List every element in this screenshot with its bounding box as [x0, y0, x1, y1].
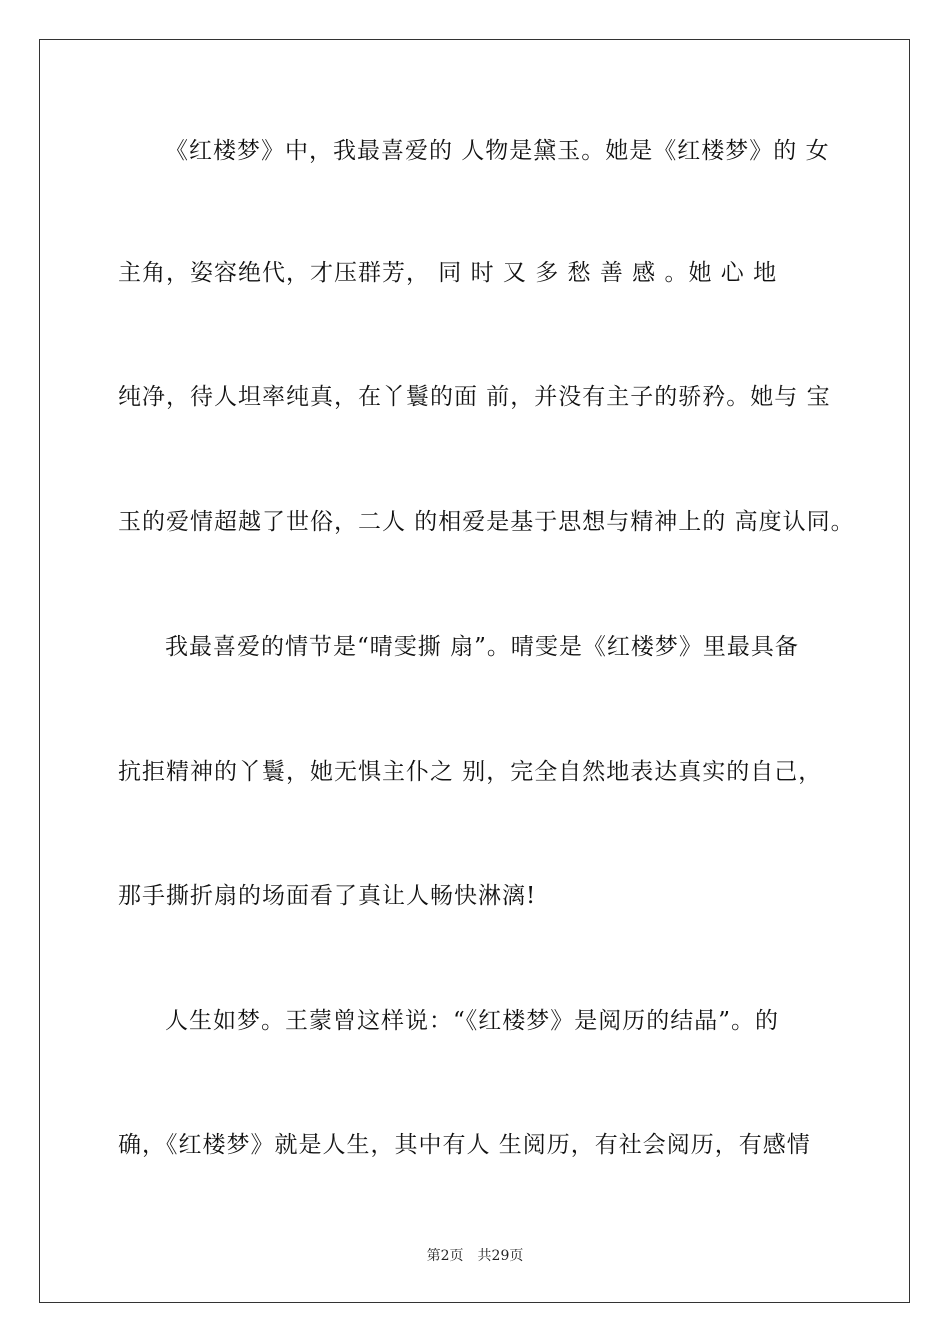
page-footer [0, 1246, 950, 1266]
paragraph-3-line-2: 确，《红楼梦》就是人生，其中有人 生阅历，有社会阅历，有感情 [118, 1132, 811, 1158]
total-pages: 共29页 [477, 1248, 524, 1264]
paragraph-1-line-4: 玉的爱情超越了世俗，二人 的相爱是基于思想与精神上的 高度认同。 [118, 509, 855, 535]
paragraph-1-line-1: 《红楼梦》中，我最喜爱的 人物是黛玉。她是《红楼梦》的 女 [165, 138, 830, 164]
paragraph-1-line-2: 主角，姿容绝代，才压群芳， 同 时 又 多 愁 善 感 。她 心 地 [118, 260, 778, 286]
page-border [39, 39, 910, 1303]
paragraph-2-line-3: 那手撕折扇的场面看了真让人畅快淋漓! [118, 883, 537, 909]
page-number: 第2页 [426, 1248, 464, 1264]
paragraph-2-line-1: 我最喜爱的情节是“晴雯撕 扇”。晴雯是《红楼梦》里最具备 [165, 634, 799, 660]
paragraph-2-line-2: 抗拒精神的丫鬟，她无惧主仆之 别，完全自然地表达真实的自己， [118, 759, 823, 785]
paragraph-3-line-1: 人生如梦。王蒙曾这样说：“《红楼梦》是阅历的结晶”。的 [165, 1008, 780, 1034]
paragraph-1-line-3: 纯净，待人坦率纯真，在丫鬟的面 前，并没有主子的骄矜。她与 宝 [118, 384, 831, 410]
